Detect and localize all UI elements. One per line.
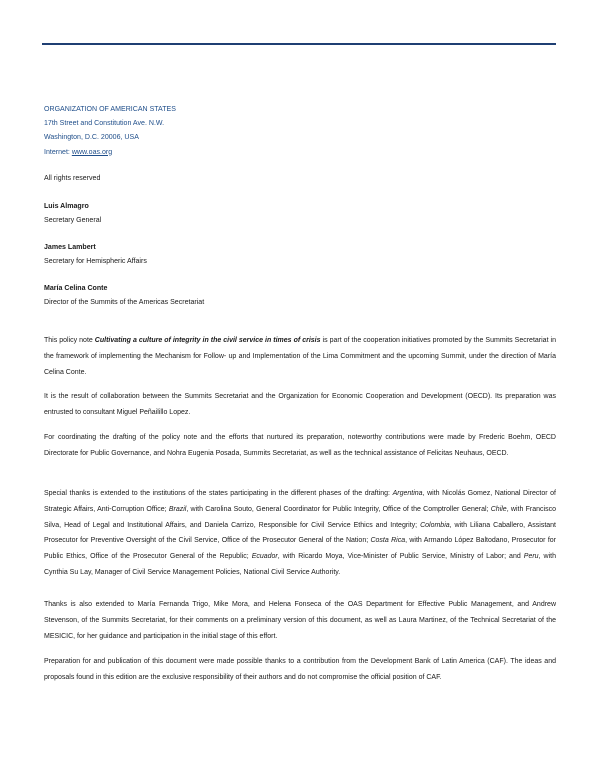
website-link[interactable]: www.oas.org bbox=[71, 148, 113, 156]
paragraph-contributions: For coordinating the drafting of the policy note and the efforts that nurtured its preparation, noteworthy contributions were made by Frederic Boehm, OECD Directorate for Public Governance, and Nohra Eugenia Posada, Summits Secretariat, as well as the technical assistance of Felicitas Neuhaus, OECD. bbox=[44, 434, 556, 457]
official-name: Luis Almagro bbox=[44, 203, 89, 210]
paragraph-funding: Preparation for and publication of this document were made possible thanks to a contribution from the Development Bank of Latin America (CAF). The ideas and proposals found in this edition are the exclusive responsibility of their authors and do not compromise the official position of CAF. bbox=[44, 658, 556, 681]
official-name: James Lambert bbox=[44, 244, 96, 251]
org-address-line2: Washington, D.C. 20006, USA bbox=[44, 134, 139, 142]
official-3 bbox=[44, 282, 557, 310]
country-name: Peru bbox=[523, 553, 539, 561]
paragraph-acknowledgements: Thanks is also extended to María Fernanda Trigo, Mike Mora, and Helena Fonseca of the OAS Department for Effective Public Management, and Andrew Stevenson, of the Summits Secretariat, for their comments on a preliminary version of this document, as well as Laura Martinez, of the Technical Secretariat of the MESICIC, for her guidance and participation in the initial stage of this effort. bbox=[44, 601, 556, 640]
country-name: Argentina bbox=[392, 490, 423, 497]
policy-note-title: Cultivating a culture of integrity in the civil service in times of crisis bbox=[94, 337, 321, 344]
official-title: Secretary for Hemispheric Affairs bbox=[44, 258, 147, 266]
paragraph-intro: This policy note Cultivating a culture of integrity in the civil service in times of crisis is part of the cooperation initiatives promoted by the Summits Secretariat in the framework of implementing the Mechanism for Follow- up and Implementation of the Lima Commitment and the upcoming Summit, under the direction of María Celina Conte. bbox=[44, 337, 556, 376]
official-title: Director of the Summits of the Americas Secretariat bbox=[44, 299, 205, 307]
publisher-block bbox=[44, 103, 557, 160]
paragraph-collaboration: It is the result of collaboration between the Summits Secretariat and the Organization for Economic Cooperation and Development (OECD). Its preparation was entrusted to consultant Miguel Peñailillo Lopez. bbox=[44, 393, 556, 416]
org-internet bbox=[44, 146, 557, 160]
official-name: María Celina Conte bbox=[44, 285, 108, 292]
paragraph-special-thanks: Special thanks is extended to the institutions of the states participating in the different phases of the drafting: Argentina, with Nicolás Gomez, National Director of Strategic Affairs, Anti-Corruption Office; Brazil, with Carolina Souto, General Coordinator for Public Integrity, Office of the Comptroller General; Chile, with Francisco Silva, Head of Legal and Institutional Affairs, and Daniela Carrizo, Responsible for Civil Service Ethics and Integrity; Colombia, with Liliana Caballero, Assistant Prosecutor for Preventive Oversight of the Civil Service, Office of the Prosecutor General of the Nation; Costa Rica, with Armando López Baltodano, Prosecutor for Public Ethics, Office of the Prosecutor General of the Republic; Ecuador, with Ricardo Moya, Vice-Minister of Public Service, Ministry of Labor; and Peru, with Cynthia Su Lay, Manager of Civil Service Management Policies, National Civil Service Authority. bbox=[44, 490, 557, 576]
internet-label: Internet: bbox=[44, 148, 72, 156]
rights-notice: All rights reserved bbox=[44, 175, 101, 182]
country-name: Chile bbox=[490, 505, 507, 513]
org-address-line1: 17th Street and Constitution Ave. N.W. bbox=[44, 120, 165, 128]
official-2 bbox=[44, 241, 557, 269]
country-name: Costa Rica bbox=[370, 537, 406, 545]
header-rule bbox=[42, 43, 556, 45]
org-name: ORGANIZATION OF AMERICAN STATES bbox=[44, 106, 176, 113]
country-name: Ecuador bbox=[251, 553, 278, 561]
official-1 bbox=[44, 200, 557, 228]
country-name: Brazil bbox=[168, 505, 187, 513]
official-title: Secretary General bbox=[44, 217, 102, 225]
country-name: Colombia bbox=[420, 521, 450, 529]
